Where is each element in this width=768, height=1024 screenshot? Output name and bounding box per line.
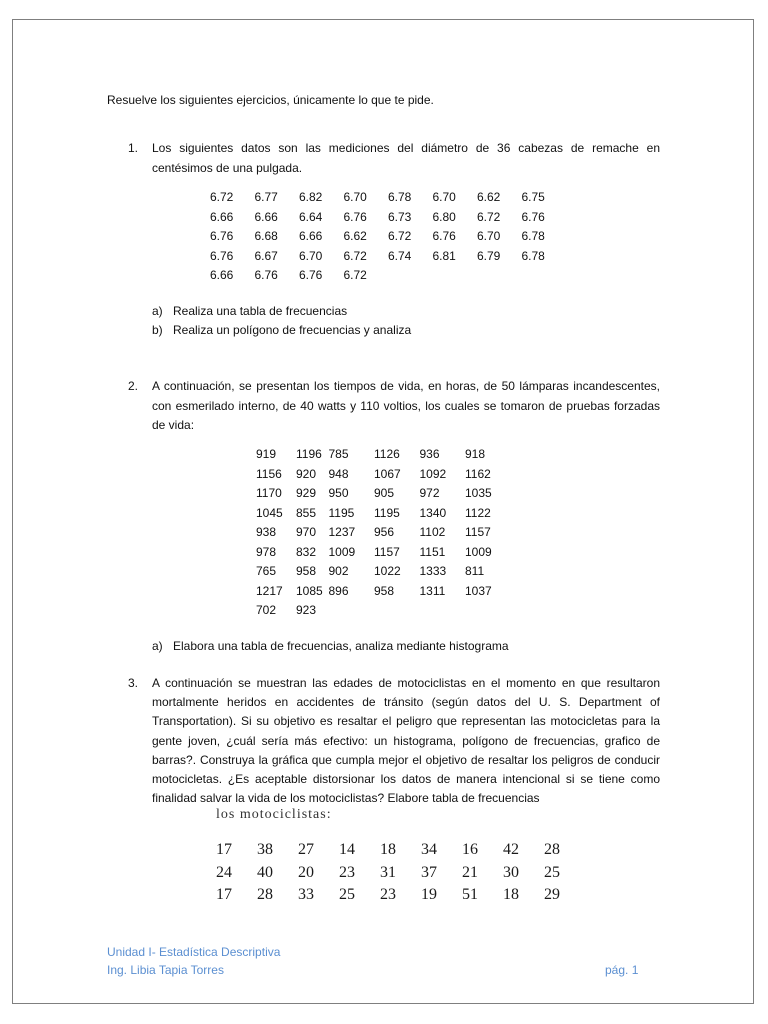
data-value: 918 <box>465 447 486 461</box>
data-value: 6.77 <box>254 190 278 204</box>
data-value: 6.66 <box>210 209 234 224</box>
exercise-2-text: A continuación, se presentan los tiempos de vida, en horas, de 50 lámparas incandescentes, con esmerilado interno, de 40 watts y 110 voltios, los cuales se tomaron de pruebas forzadas de vida: <box>152 379 660 432</box>
sub-item-label: a) <box>152 304 163 318</box>
data-row <box>216 862 585 885</box>
data-value: 28 <box>257 886 273 903</box>
data-value: 6.64 <box>299 209 323 224</box>
data-value: 23 <box>339 863 355 881</box>
data-value: 6.73 <box>388 209 412 224</box>
sub-item <box>152 637 509 656</box>
data-value: 1151 <box>419 544 446 559</box>
data-value: 948 <box>328 466 349 481</box>
data-value: 40 <box>257 863 273 881</box>
data-value: 6.82 <box>299 190 323 204</box>
data-value: 920 <box>296 466 317 481</box>
data-value: 6.76 <box>254 268 278 282</box>
data-value: 27 <box>298 841 314 858</box>
data-row <box>210 208 566 228</box>
data-value: 25 <box>339 886 355 903</box>
data-value: 1009 <box>328 544 356 559</box>
data-value: 6.79 <box>477 248 501 263</box>
data-value: 1217 <box>256 583 283 598</box>
data-value: 1037 <box>465 583 492 598</box>
data-value: 6.76 <box>432 229 456 243</box>
data-value: 702 <box>256 603 277 617</box>
sub-item-label: a) <box>152 639 163 653</box>
data-value: 6.72 <box>388 229 412 243</box>
data-value: 6.68 <box>254 229 278 243</box>
data-value: 19 <box>421 886 437 903</box>
data-value: 6.76 <box>210 229 234 243</box>
data-value: 785 <box>328 447 349 461</box>
data-value: 6.70 <box>299 248 323 263</box>
data-value: 1340 <box>419 505 447 520</box>
data-value: 20 <box>298 863 314 881</box>
data-value: 14 <box>339 841 355 858</box>
data-value: 1195 <box>328 505 355 520</box>
data-value: 972 <box>419 486 440 500</box>
data-value: 1092 <box>419 466 447 481</box>
data-value: 6.70 <box>343 190 367 204</box>
scanned-caption-text: los motociclistas: <box>216 807 332 822</box>
sub-item-text: Elabora una tabla de frecuencias, analiza mediante histograma <box>173 639 509 653</box>
data-value: 1157 <box>465 525 491 539</box>
data-value: 6.72 <box>343 248 367 263</box>
data-value: 936 <box>419 447 440 461</box>
footer-page-number: pág. 1 <box>605 963 639 977</box>
data-value: 902 <box>328 564 349 578</box>
data-value: 37 <box>421 863 437 881</box>
data-value: 923 <box>296 603 317 617</box>
data-value: 51 <box>462 886 478 903</box>
data-row <box>210 247 566 267</box>
data-value: 958 <box>374 583 395 598</box>
data-value: 33 <box>298 886 314 903</box>
data-value: 1122 <box>465 505 491 520</box>
data-value: 18 <box>503 886 519 903</box>
data-value: 978 <box>256 544 277 559</box>
data-value: 905 <box>374 486 395 500</box>
data-value: 6.66 <box>210 268 234 282</box>
data-value: 6.78 <box>388 190 412 204</box>
data-row <box>210 266 566 286</box>
data-value: 16 <box>462 841 478 858</box>
data-value: 919 <box>256 447 277 461</box>
exercise-1-number: 1. <box>128 141 139 155</box>
data-value: 24 <box>216 863 232 881</box>
footer-author: Ing. Libia Tapia Torres <box>107 963 224 977</box>
data-value: 6.78 <box>521 248 545 263</box>
data-value: 38 <box>257 841 273 858</box>
data-value: 29 <box>544 886 560 903</box>
exercise-3-text: A continuación se muestran las edades de motociclistas en el momento en que resultaron mortalmente heridos en accidentes de tránsito (según datos del U. S. Department of Transportation). Si su objetivo es resaltar el peligro que representan las motocicletas para la gente joven, ¿cuál sería más efectivo: un histograma, polígono de frecuencias, grafico de barras?. Construya la gráfica que cumpla mejor el objetivo de resaltar los peligros de conducir motocicletas. ¿Es aceptable distorsionar los datos de manera intencional si se tiene como finalidad salvar la vida de los motociclistas? Elabore tabla de frecuencias <box>152 676 660 806</box>
data-row <box>256 484 511 504</box>
data-value: 42 <box>503 841 519 858</box>
data-value: 765 <box>256 564 277 578</box>
exercise-2 <box>128 377 660 436</box>
data-value: 6.67 <box>254 248 278 263</box>
data-row <box>210 188 566 208</box>
data-value: 1035 <box>465 486 492 500</box>
data-value: 6.70 <box>477 229 501 243</box>
data-value: 832 <box>296 544 317 559</box>
data-value: 896 <box>328 583 349 598</box>
data-value: 6.72 <box>210 190 234 204</box>
data-value: 1067 <box>374 466 401 481</box>
intro-text: Resuelve los siguientes ejercicios, únicamente lo que te pide. <box>107 93 434 107</box>
exercise-1-text: Los siguientes datos son las mediciones del diámetro de 36 cabezas de remache en centésimos de una pulgada. <box>152 141 660 175</box>
data-value: 17 <box>216 841 232 858</box>
data-value: 1102 <box>419 525 446 539</box>
data-row <box>216 839 585 862</box>
data-value: 1237 <box>328 525 356 539</box>
data-value: 18 <box>380 841 396 858</box>
data-value: 28 <box>544 841 560 858</box>
data-value: 929 <box>296 486 317 500</box>
data-value: 17 <box>216 886 232 903</box>
data-value: 6.66 <box>299 229 323 243</box>
data-row <box>256 543 511 563</box>
data-row <box>256 601 511 621</box>
data-value: 6.78 <box>521 229 545 243</box>
data-value: 6.76 <box>210 248 234 263</box>
data-row <box>256 465 511 485</box>
sub-item <box>152 302 411 321</box>
footer-unit: Unidad I- Estadística Descriptiva <box>107 945 281 959</box>
motorcyclist-ages-data <box>216 839 585 907</box>
data-value: 6.66 <box>254 209 278 224</box>
data-value: 1157 <box>374 544 400 559</box>
data-value: 6.72 <box>477 209 501 224</box>
exercise-3-number: 3. <box>128 676 139 690</box>
sub-item-label: b) <box>152 323 163 337</box>
data-value: 1045 <box>256 505 283 520</box>
data-value: 6.70 <box>432 190 456 204</box>
data-value: 6.75 <box>521 190 545 204</box>
data-value: 6.62 <box>343 229 367 243</box>
data-value: 1195 <box>374 505 400 520</box>
data-value: 811 <box>465 564 485 578</box>
data-value: 30 <box>503 863 519 881</box>
data-value: 1170 <box>256 486 282 500</box>
data-value: 956 <box>374 525 395 539</box>
data-row <box>210 227 566 247</box>
data-value: 31 <box>380 863 396 881</box>
data-value: 1126 <box>374 447 400 461</box>
data-value: 1333 <box>419 564 447 578</box>
data-value: 6.76 <box>521 209 545 224</box>
rivet-diameter-data <box>210 188 566 286</box>
data-value: 1156 <box>256 466 282 481</box>
data-value: 1022 <box>374 564 401 578</box>
data-value: 1196 <box>296 447 322 461</box>
data-value: 970 <box>296 525 317 539</box>
exercise-2-subitems <box>152 637 509 656</box>
data-value: 34 <box>421 841 437 858</box>
data-value: 1162 <box>465 466 491 481</box>
exercise-3 <box>128 674 660 808</box>
data-row <box>256 504 511 524</box>
data-row <box>256 582 511 602</box>
data-value: 6.72 <box>343 268 367 282</box>
exercise-2-number: 2. <box>128 379 139 393</box>
data-value: 21 <box>462 863 478 881</box>
data-row <box>256 562 511 582</box>
data-value: 938 <box>256 525 277 539</box>
sub-item-text: Realiza una tabla de frecuencias <box>173 304 348 318</box>
sub-item <box>152 321 411 340</box>
sub-item-text: Realiza un polígono de frecuencias y analiza <box>173 323 412 337</box>
data-value: 6.81 <box>432 248 456 263</box>
data-value: 6.76 <box>299 268 323 282</box>
lamp-lifetime-data <box>256 445 511 621</box>
data-value: 855 <box>296 505 317 520</box>
data-value: 6.76 <box>343 209 367 224</box>
data-value: 25 <box>544 863 560 881</box>
data-value: 6.74 <box>388 248 412 263</box>
data-row <box>256 445 511 465</box>
exercise-1 <box>128 139 660 178</box>
data-value: 6.62 <box>477 190 501 204</box>
scanned-caption-cut <box>216 807 546 822</box>
data-row <box>216 884 585 907</box>
data-value: 958 <box>296 564 317 578</box>
data-value: 23 <box>380 886 396 903</box>
data-row <box>256 523 511 543</box>
data-value: 6.80 <box>432 209 456 224</box>
data-value: 1009 <box>465 544 492 559</box>
exercise-1-subitems <box>152 302 411 340</box>
data-value: 1085 <box>296 583 323 598</box>
data-value: 1311 <box>419 583 446 598</box>
data-value: 950 <box>328 486 349 500</box>
